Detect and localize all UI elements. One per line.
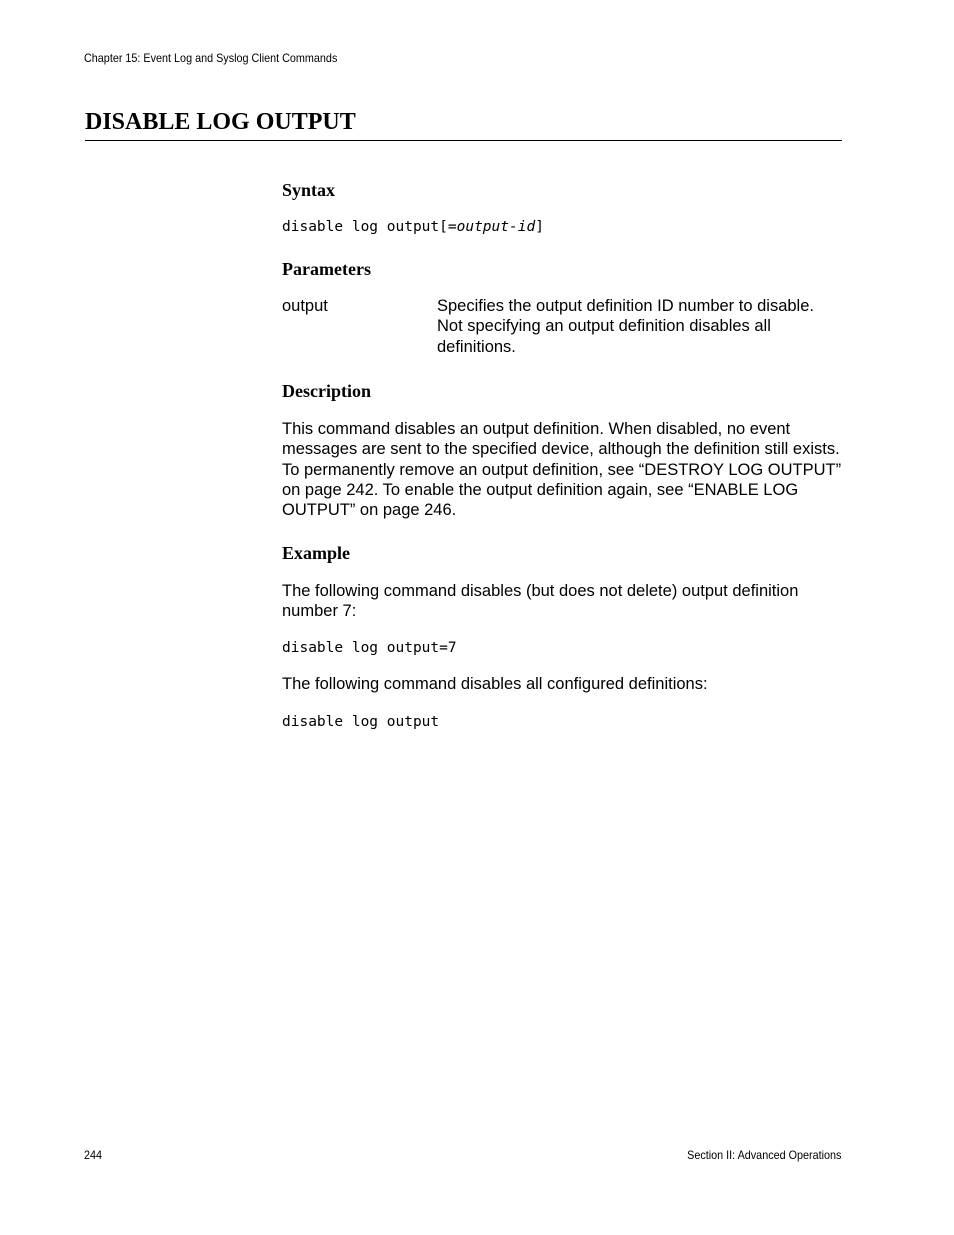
- title-rule: [85, 140, 842, 141]
- syntax-command-arg: output-id: [456, 219, 536, 235]
- example-heading: Example: [282, 543, 351, 563]
- syntax-command-suffix: ]: [535, 219, 544, 235]
- syntax-heading: Syntax: [282, 180, 336, 200]
- running-header: Chapter 15: Event Log and Syslog Client Commands: [84, 51, 338, 65]
- description-heading: Description: [282, 381, 371, 401]
- example-command-1: disable log output=7: [282, 640, 457, 656]
- example-command-2: disable log output: [282, 714, 440, 730]
- example-intro-2: The following command disables all configured definitions:: [282, 675, 708, 693]
- parameter-description: Specifies the output definition ID number to disable. Not specifying an output definition disables all definitions.: [437, 297, 814, 356]
- footer-section: Section II: Advanced Operations: [686, 1148, 841, 1162]
- syntax-command-prefix: disable log output[=: [282, 219, 457, 235]
- syntax-command: [282, 217, 544, 237]
- page-title: DISABLE LOG OUTPUT: [85, 109, 356, 135]
- description-text: This command disables an output definition. When disabled, no event messages are sent to the specified device, although the definition still exists. To permanently remove an output definition, see “DESTROY LOG OUTPUT” on page 242. To enable the output definition again, see “ENABLE LOG OUTPUT” on page 246.: [282, 420, 842, 520]
- page-number: 244: [84, 1148, 103, 1162]
- parameter-name: output: [282, 297, 328, 315]
- example-intro-1: The following command disables (but does not delete) output definition number 7:: [282, 582, 799, 621]
- parameters-heading: Parameters: [282, 259, 371, 279]
